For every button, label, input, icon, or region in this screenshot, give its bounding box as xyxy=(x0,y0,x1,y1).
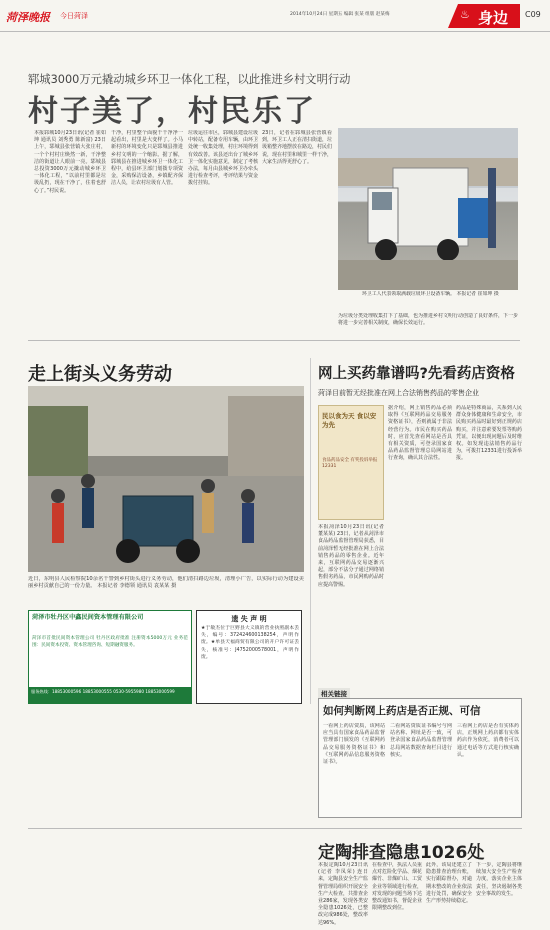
related-col-1: 一看网上药店资质，该网站应当具有国家食品药品监督管理部门颁发的《互联网药品交易服务资格证书》和《互联网药品信息服务资格证书》。 xyxy=(323,723,385,766)
bottom-divider xyxy=(28,828,522,829)
lead-col-2: 干净，村里整个面貌干干净净一起看出，村里是大变样了。小马新村的环境变化只是郓城县推进乡村文明的一个缩影。据了解，郓城县在推进城乡环卫一体化工程中，给县环卫部门划拨专项资金，采购保洁设备，乡镇配齐保洁人员，让农村垃圾有人管。 xyxy=(111,130,183,187)
lost-notice xyxy=(196,610,302,704)
ad-body: 菏泽市首批民间资本管理公司 牡丹区政府批准 注册资本5000万元 业务范围：民间资本投资、资本管理咨询、短期融资服务。 xyxy=(32,636,188,649)
lead-photo-caption: 环卫工人代表领取满载垃圾环卫设备车辆。 本报记者 崔如坤 摄 xyxy=(362,291,499,297)
section-tag: 今日菏泽 xyxy=(60,12,88,20)
related-tag: 相关链接 xyxy=(318,688,350,699)
paper-logo: 菏泽晚报 xyxy=(6,11,50,24)
lead-photo xyxy=(338,128,518,290)
pharmacy-col-1: 本报菏泽10月23日讯(记者 董某某) 23日，记者从菏泽市食品药品监督管理局获悉，目前菏泽暂无经批准在网上合法销售药品的零售企业。近年来，互联网药品交易逐渐兴起，部分不法分子通过网络销售假劣药品，市民网购药品时应提高警惕。 xyxy=(318,524,384,588)
page-number: C09 xyxy=(525,10,541,19)
dingtao-col-3: 此外，该局还建立了隐患排查治理台账，实行跟踪督办，对逾期未整改的企业依法进行处罚，确保安全生产形势持续稳定。 xyxy=(426,862,472,905)
section-badge-icon: ♨ xyxy=(460,8,470,21)
ad-phones: 服务热线：18853000596 18853000555 0530-5955980 18853000599 xyxy=(31,689,175,694)
pharmacy-col-2: 据介绍，网上销售药品必须取得《互联网药品交易服务资格证书》，否则就属于非法经营行为。市民在购买药品时，应首先查看网站是否具有相关资质，可登录国家食品药品监督管理总局网站进行查询，确认其合法性。 xyxy=(388,405,452,462)
pharmacy-rule xyxy=(310,358,311,704)
section-badge xyxy=(448,4,520,28)
related-box xyxy=(318,698,522,818)
ad-phones-bar xyxy=(29,687,191,703)
ad-title: 菏泽市牡丹区中鑫民间资本管理有限公司 xyxy=(32,614,144,621)
section-column-name: 身边 xyxy=(478,9,509,27)
lead-col-1: 本报郓城10月23日讯(记者 崔如坤 通讯员 刘秀勇 陈新富) 23日上午，郓城县张营镇大张庄村，一个个村村庄焕然一新，干净整洁的街道让人眼前一亮。郓城县总投资3000万元撬动城乡环卫一体化工程，“以前村里都是垃圾乱扔，现在干净了，住着也舒心了。”村民说。 xyxy=(34,130,106,194)
lead-col-5: 为垃圾分类处理收集打下了基础，也为推进乡村文明行动创造了良好条件，下一步将进一步完善相关制度，确保长效运行。 xyxy=(338,313,518,327)
street-cleaning-illustration xyxy=(28,386,304,572)
masthead xyxy=(0,0,550,32)
photo-story-caption: 近日，东明县人民检察院10余名干警到乡村街头进行义务劳动，他们清扫路边垃圾，清理小广告，以实际行动为建设美丽乡村贡献自己的一份力量。 本报记者 李德领 通讯员 袁某某 摄 xyxy=(28,576,304,590)
dingtao-col-2: 在检查中，执法人员重点对危险化学品、烟花爆竹、非煤矿山、工贸企业等领域进行检查，对发现的问题当场下达整改通知书，督促企业限期整改到位。 xyxy=(372,862,422,912)
date-line: 2014年10月24日 星期五 编辑 张某 组版 赵某梅 xyxy=(290,12,390,17)
pharmacy-col-3: 药品是特殊商品，关系到人民群众身体健康和生命安全，市民购买药品时最好到正规药店购买，并注意索要发票等购药凭证，以便出现问题后及时维权。如发现违法销售药品行为，可拨打12331进行投诉举报。 xyxy=(456,405,522,462)
divider xyxy=(28,340,520,341)
food-safety-poster xyxy=(318,405,384,520)
poster-sub: 食品药品安全 有奖投诉举报 12331 xyxy=(322,458,378,469)
lead-kicker: 郓城3000万元撬动城乡环卫一体化工程，以此推进乡村文明行动 xyxy=(28,73,351,86)
garbage-truck-illustration xyxy=(338,128,518,290)
pharmacy-headline: 网上买药靠谱吗?先看药店资格 xyxy=(318,366,515,382)
lead-col-3: 垃圾运往市区，郓城县建设垃圾中转站，配备专用车辆，由环卫处统一收集处理，村庄环境得到有效改善。该县还出台了城乡环卫一体化实施意见，制定了考核办法，每月由县城乡环卫办牵头进行检查考评，考评结果与资金拨付挂钩。 xyxy=(188,130,258,187)
notice-body: ★于敏杰位于巨野县大义镇的营业执照副本丢失，编号：372424600138254，声明作废。★单县天福商贸有限公司的开户许可证丢失，核准号：J4752000578001，声明作废。 xyxy=(201,626,299,660)
dingtao-col-4: 下一步，定陶县将继续加大安全生产检查力度，落实企业主体责任，坚决遏制各类安全事故的发生。 xyxy=(476,862,522,897)
lead-col-4: 23日，记者在郓城县张营镇看到，环卫工人正在清扫街道，垃圾箱整齐地摆放在路边，村民们说，现在村里和城里一样干净，大家生活得更舒心了。 xyxy=(262,130,332,165)
investment-ad xyxy=(28,610,192,704)
pharmacy-subhead: 菏泽目前暂无经批准在网上合法销售药品的零售企业 xyxy=(318,389,479,397)
poster-slogan: 民以食为天 食以安为先 xyxy=(322,412,377,429)
related-col-3: 三看网上药店是否有实体药店，正规网上药店都有实体药店作为依托，消费者可以通过电话等方式进行核实确认。 xyxy=(457,723,519,758)
notice-title: 遗 失 声 明 xyxy=(231,615,267,623)
dingtao-headline: 定陶排查隐患1026处 xyxy=(318,843,485,863)
lead-headline: 村子美了，村民乐了 xyxy=(28,94,316,129)
related-headline: 如何判断网上药店是否正规、可信 xyxy=(323,705,481,717)
dingtao-col-1: 本报定陶10月23日讯(记者 李凤荣) 连日来，定陶县安全生产监督管理局组织开展安全生产大检查，共排查企业286家，发现各类安全隐患1026处，已整改完成986处，整改率达96%。 xyxy=(318,862,368,926)
related-col-2: 二看网站资质证书编号与网站名称、网址是否一致，可登录国家食品药品监督管理总局网站数据查询栏目进行核实。 xyxy=(390,723,452,758)
photo-story-image xyxy=(28,386,304,572)
photo-story-headline: 走上街头义务劳动 xyxy=(28,364,172,385)
